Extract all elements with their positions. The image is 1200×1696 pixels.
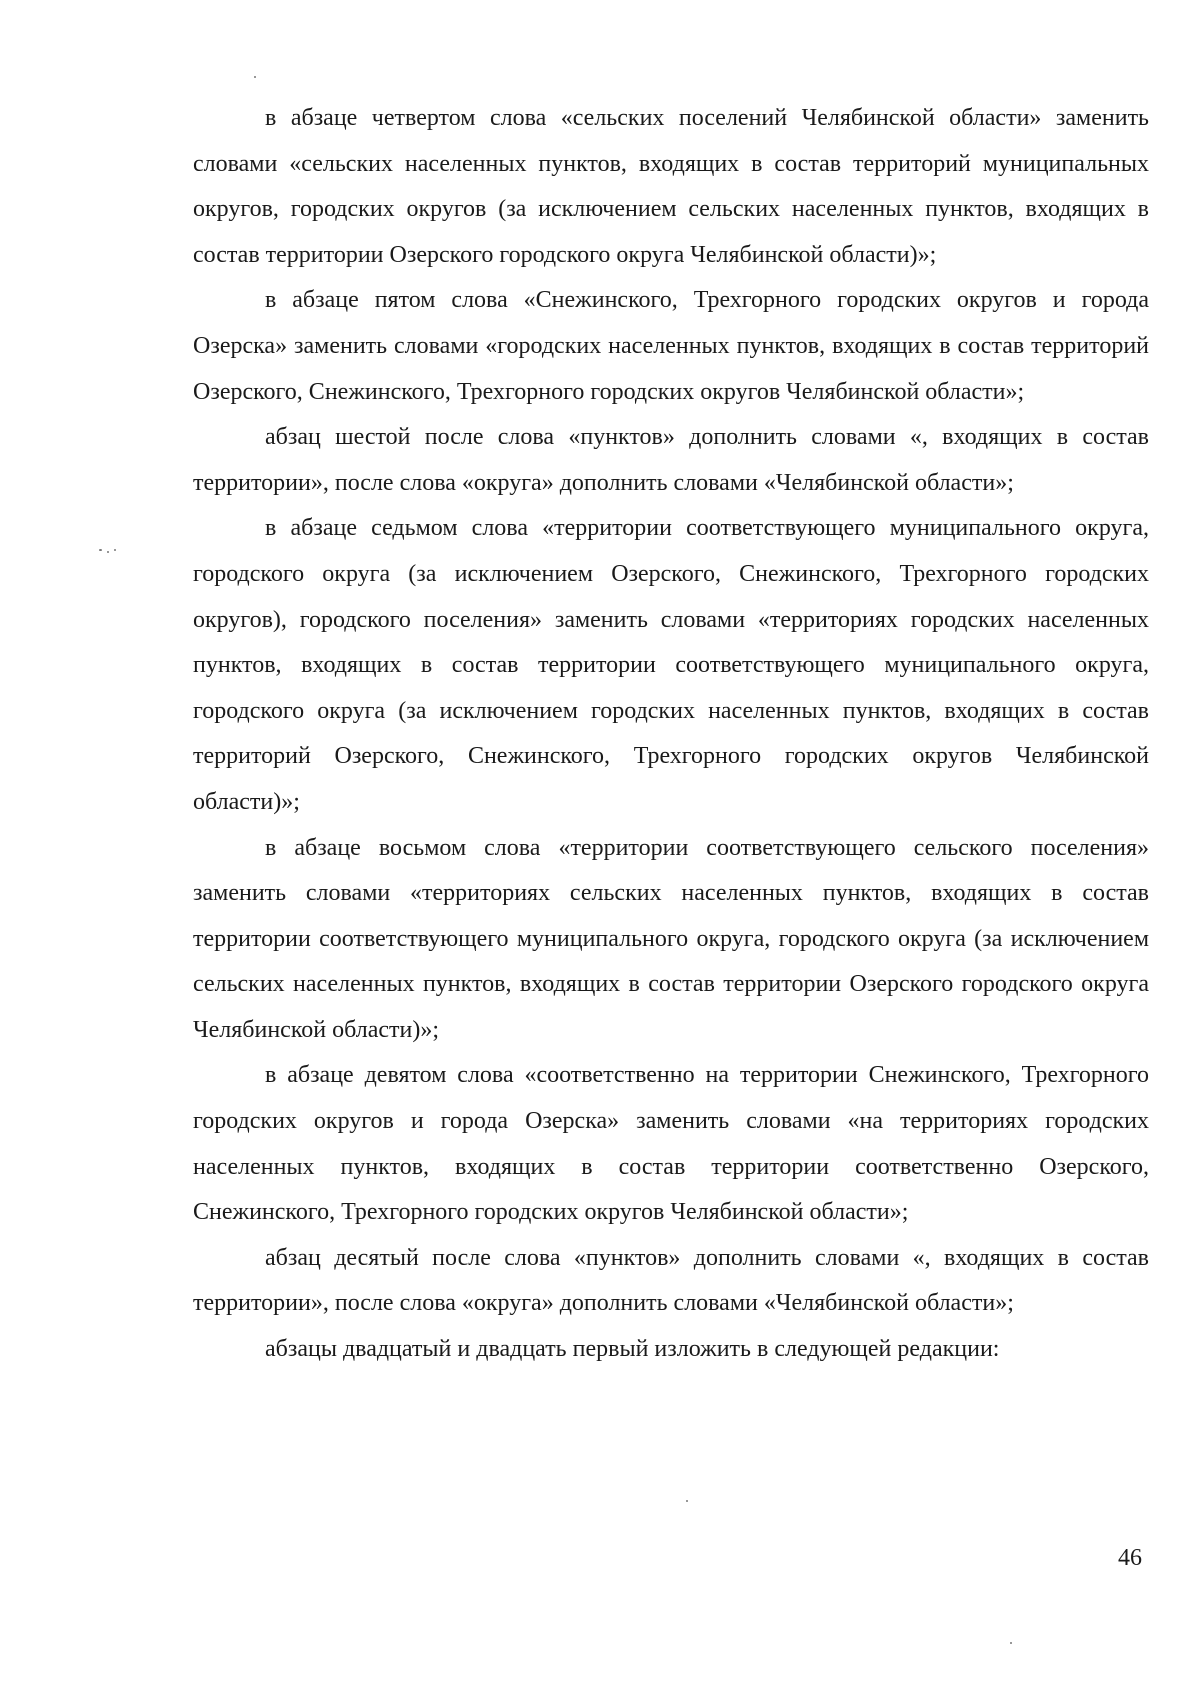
scan-speck	[107, 551, 109, 553]
scan-speck	[1010, 1642, 1012, 1644]
scan-speck	[254, 76, 256, 78]
paragraph-abzac-6: абзац шестой после слова «пунктов» дополнить словами «, входящих в состав территории», после слова «округа» дополнить словами «Челябинской области»;	[193, 424, 1149, 496]
page-number: 46	[1118, 1545, 1142, 1571]
paragraph-abzac-4: в абзаце четвертом слова «сельских поселений Челябинской области» заменить словами «сельских населенных пунктов, входящих в состав территорий муниципальных округов, городских округов (за исключением сельских населенных пунктов, входящих в состав территории Озерского городского округа Челябинской области)»;	[193, 105, 1149, 268]
paragraph-abzac-9: в абзаце девятом слова «соответственно на территории Снежинского, Трехгорного городских округов и города Озерска» заменить словами «на территориях городских населенных пунктов, входящих в состав территории соответственно Озерского, Снежинского, Трехгорного городских округов Челябинской области»;	[193, 1062, 1149, 1226]
paragraph-abzac-8: в абзаце восьмом слова «территории соответствующего сельского поселения» заменить словами «территориях сельских населенных пунктов, входящих в состав территории соответствующего муниципального округа, городского округа (за исключением сельских населенных пунктов, входящих в состав территории Озерского городского округа Челябинской области)»;	[193, 834, 1149, 1043]
paragraph-abzac-5: в абзаце пятом слова «Снежинского, Трехгорного городских округов и города Озерска» заменить словами «городских населенных пунктов, входящих в состав территорий Озерского, Снежинского, Трехгорного городских округов Челябинской области»;	[193, 287, 1149, 405]
scan-speck	[99, 549, 102, 551]
document-body	[193, 96, 1149, 1373]
paragraph-abzac-7: в абзаце седьмом слова «территории соответствующего муниципального округа, городского округа (за исключением Озерского, Снежинского, Трехгорного городских округов), городского поселения» заменить словами «территориях городских населенных пунктов, входящих в состав территории соответствующего муниципального округа, городского округа (за исключением городских населенных пунктов, входящих в состав территорий Озерского, Снежинского, Трехгорного городских округов Челябинской области)»;	[193, 515, 1149, 815]
scan-speck	[686, 1500, 688, 1502]
paragraph-abzac-20-21: абзацы двадцатый и двадцать первый изложить в следующей редакции:	[265, 1336, 1000, 1363]
scan-speck	[114, 549, 116, 551]
paragraph-abzac-10: абзац десятый после слова «пунктов» дополнить словами «, входящих в состав территории», после слова «округа» дополнить словами «Челябинской области»;	[193, 1244, 1149, 1317]
